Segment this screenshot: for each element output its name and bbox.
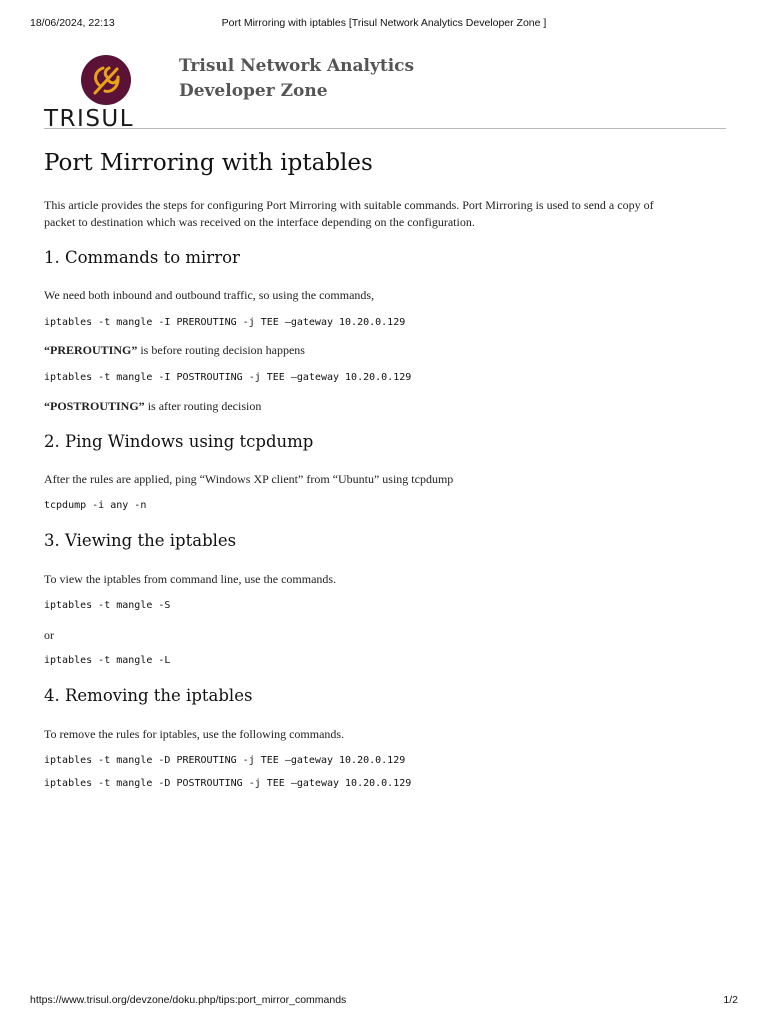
note-prerouting-text: is before routing decision happens: [137, 343, 305, 357]
site-title[interactable]: [179, 54, 414, 104]
code-postrouting-delete: iptables -t mangle -D POSTROUTING -j TEE –gateway 10.20.0.129: [44, 778, 412, 789]
section-heading-removing-iptables: 4. Removing the iptables: [44, 686, 253, 705]
code-tcpdump: tcpdump -i any -n: [44, 500, 147, 511]
site-title-line2: Developer Zone: [179, 81, 328, 101]
code-prerouting-delete: iptables -t mangle -D PREROUTING -j TEE –gateway 10.20.0.129: [44, 755, 406, 766]
trisul-logo[interactable]: [44, 55, 170, 131]
or-text: or: [44, 628, 54, 642]
trident-logo-icon: [81, 55, 131, 105]
intro-line-1: This article provides the steps for configuring Port Mirroring with suitable commands. Port Mirroring is used to send a copy of: [44, 198, 654, 212]
page-title: Port Mirroring with iptables: [44, 150, 373, 176]
logo-wordmark: TRISUL: [44, 106, 135, 132]
note-postrouting: [44, 398, 261, 415]
code-list-rules-s: iptables -t mangle -S: [44, 600, 171, 611]
print-page-number: 1/2: [723, 994, 738, 1006]
note-prerouting: [44, 342, 305, 359]
print-datetime: 18/06/2024, 22:13: [30, 17, 115, 29]
print-url[interactable]: https://www.trisul.org/devzone/doku.php/tips:port_mirror_commands: [30, 994, 347, 1006]
section3-paragraph: To view the iptables from command line, use the commands.: [44, 572, 337, 586]
print-footer: [0, 994, 768, 1008]
code-postrouting-insert: iptables -t mangle -I POSTROUTING -j TEE –gateway 10.20.0.129: [44, 372, 412, 383]
section-heading-commands-to-mirror: 1. Commands to mirror: [44, 248, 240, 267]
print-header: [0, 17, 768, 31]
section-heading-ping-windows: 2. Ping Windows using tcpdump: [44, 432, 314, 451]
section1-paragraph: We need both inbound and outbound traffic, so using the commands,: [44, 288, 375, 302]
section4-paragraph: To remove the rules for iptables, use the following commands.: [44, 727, 345, 741]
print-title: Port Mirroring with iptables [Trisul Network Analytics Developer Zone ]: [221, 17, 547, 29]
site-title-line1: Trisul Network Analytics: [179, 56, 415, 76]
intro-line-2: packet to destination which was received on the interface depending on the configuration.: [44, 215, 475, 229]
note-prerouting-term: “PREROUTING”: [44, 343, 138, 357]
code-prerouting-insert: iptables -t mangle -I PREROUTING -j TEE –gateway 10.20.0.129: [44, 317, 406, 328]
section2-paragraph: After the rules are applied, ping “Windows XP client” from “Ubuntu” using tcpdump: [44, 472, 454, 486]
code-list-rules-l: iptables -t mangle -L: [44, 655, 171, 666]
section-heading-viewing-iptables: 3. Viewing the iptables: [44, 531, 237, 550]
note-postrouting-text: is after routing decision: [144, 399, 262, 413]
header-divider: [44, 128, 726, 129]
note-postrouting-term: “POSTROUTING”: [44, 399, 145, 413]
